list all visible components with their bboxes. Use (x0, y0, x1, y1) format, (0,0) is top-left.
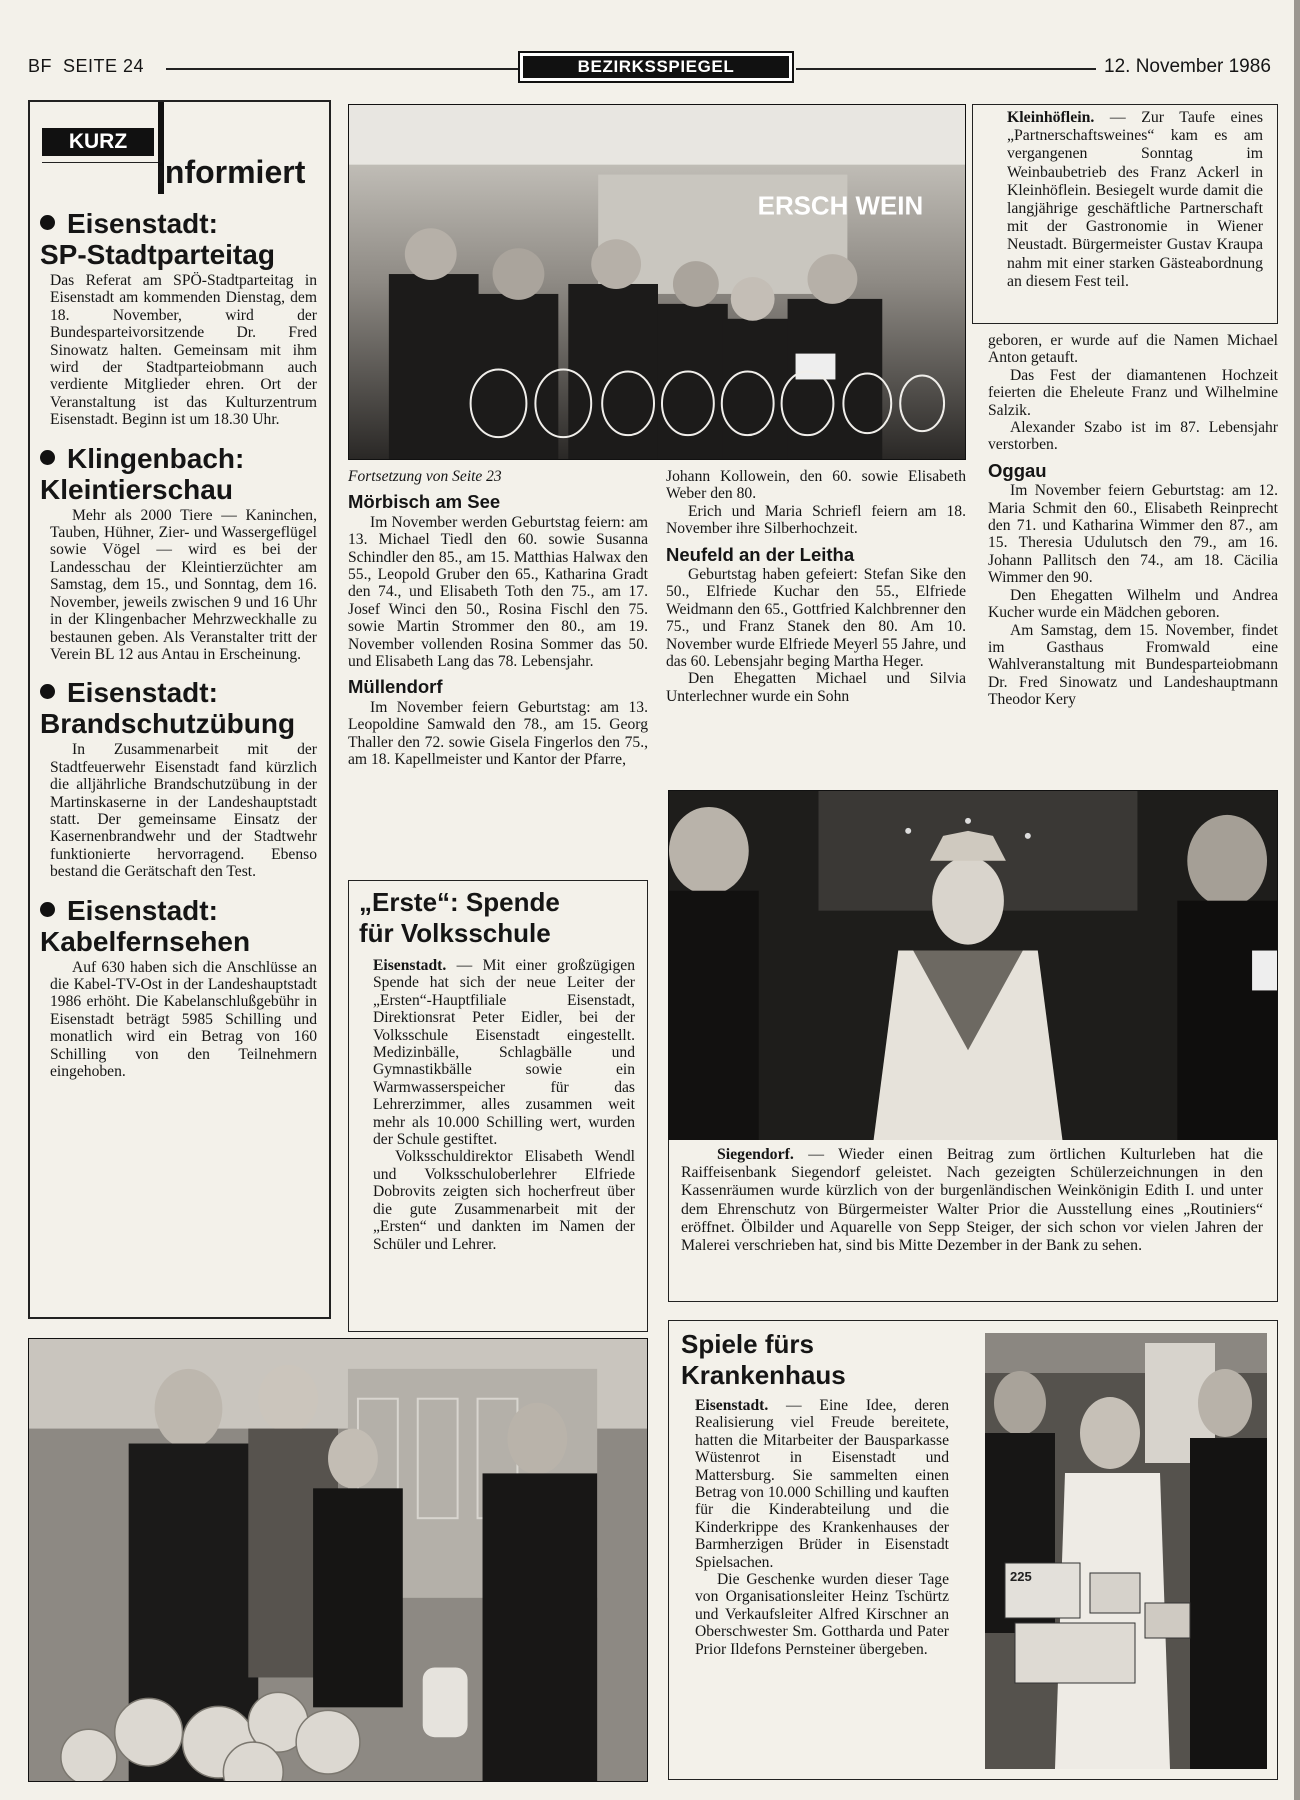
bullet-icon (40, 450, 55, 465)
continuation-column-1 (348, 468, 648, 769)
kurz-header-rule (42, 162, 158, 163)
kurz-item (40, 895, 317, 1081)
kurz-item (40, 677, 317, 880)
siegendorf-caption-box (668, 1140, 1278, 1302)
photo-sign-text: ERSCH WEIN (757, 192, 924, 221)
section-heading-muellendorf: Müllendorf (348, 676, 443, 698)
kurz-informiert-box (28, 100, 331, 1319)
section-heading-oggau: Oggau (988, 459, 1047, 481)
caption-text: — Wieder einen Beitrag zum örtlichen Kulturleben hat die Raiffeisenbank Siegendorf geleistet. Nach gezeigten Schülerzeichnungen in den Kassenräumen wurde kürzlich von der burgenländischen Weinkönigin Edith I. und unter dem Ehrenschutz von Bürgermeister Walter Prior die Ausstellung eines „Routiniers“ eröffnet. Ölbilder und Aquarelle von Sepp Steiger, der sich schon vor vielen Jahren der Malerei verschrieben hat, sind bis Mitte Dezember in der Bank zu sehen. (681, 1146, 1263, 1255)
article-title: „Erste“: Spende für Volksschule (359, 887, 560, 948)
caption-text: — Zur Taufe eines „Partnerschaftsweines“ kam es am vergangenen Sonntag im Weinbaubetrieb des Franz Ackerl in Kleinhöflein. Besiegelt wurde damit die langjährige geschäftliche Partnerschaft mit der Gastronomie in Wiener Neustadt. Bürgermeister Gustav Kraupa nahm mit einer starken Gästeabordnung an diesem Fest teil. (1007, 109, 1264, 290)
oggau-text: Im November feiern Geburtstag: am 12. Maria Schmit den 60., Elisabeth Reinprecht den 71. und Katharina Wimmer den 87., am 15. Theresia Udulutsch den 79., am 16. Johann Pallitsch den 74., am 18. Cäcilia Wimmer den 90. (988, 482, 1278, 587)
bullet-icon (40, 684, 55, 699)
kurz-badge: KURZ (42, 128, 154, 156)
kurz-item-text: In Zusammenarbeit mit der Stadtfeuerwehr Eisenstadt fand kürzlich die alljährliche Brandschutzübung in der Martinskaserne in der Landeshauptstadt statt. Der gemeinsame Einsatz der Kasernenbrandwehr und der Stadtwehr funktionierte hervorragend. Ebenso bestand die Gerätschaft den Test. (50, 741, 317, 881)
kurz-item-text: Mehr als 2000 Tiere — Kaninchen, Tauben, Hühner, Zier- und Wassergeflügel sowie Vögel — wird es bei der Landesschau der Kleintierzüchter am Samstag, dem 15., und Sonntag, dem 16. November, jeweils zwischen 9 und 16 Uhr in der Klingenbacher Mehrzweckhalle zu bestaunen geben. Als Veranstalter tritt der Verein BL 12 aus Antau in Erscheinung. (50, 506, 317, 663)
kurz-item-heading: Eisenstadt: Brandschutzübung (40, 677, 296, 740)
photo-wine-ceremony (348, 104, 966, 460)
article-text: Volksschuldirektor Elisabeth Wendl und Volksschuloberlehrer Elfriede Dobrovits zeigten sich hocherfreut über die gute Zusammenarbeit mit der „Ersten“ und dankten im Namen der Schüler und Lehrer. (373, 1148, 635, 1253)
article-place: Eisenstadt. (695, 1397, 769, 1414)
article-text: Die Geschenke wurden dieser Tage von Organisationsleiter Heinz Tschürtz und Verkaufsleiter Alfred Kirschner an Oberschwester Sm. Gottharda und Pater Prior Ildefons Pernsteiner übergeben. (695, 1571, 949, 1658)
header-rule-left (166, 68, 518, 70)
moerbisch-text: Im November werden Geburtstag feiern: am 13. Michael Tiedl den 60. sowie Susanna Schindler den 85., am 15. Matthias Halwax den 55., Leopold Gruber den 65., Katharina Gradt den 74., und Elisabeth Toth den 75., am 17. Josef Winci den 50., Rosina Fischl den 75. sowie Martin Strommer den 80., am 19. November vollenden Rosina Sommer das 50. und Elisabeth Lang das 78. Lebensjahr. (348, 513, 648, 671)
col2-paragraph: Johann Kollowein, den 60. sowie Elisabeth Weber den 80. (666, 468, 966, 503)
caption-place: Siegendorf. (717, 1146, 794, 1163)
kleinhoeflein-caption-box (972, 104, 1278, 324)
page-number: BF SEITE 24 (28, 56, 145, 76)
bullet-icon (40, 902, 55, 917)
article-text: — Mit einer großzügigen Spende hat sich der neue Leiter der „Ersten“-Hauptfiliale Eisenstadt, Direktionsrat Peter Eidler, bei der Volksschule Eisenstadt eingestellt. Medizinbälle, Schlagbälle und Gymnastikbälle sowie ein Warmwasserspeicher für das Lehrerzimmer, alles zusammen weit mehr als 10.000 Schilling wert, wurden der Schule gestiftet. (373, 957, 635, 1149)
oggau-text: Den Ehegatten Wilhelm und Andrea Kucher wurde ein Mädchen geboren. (988, 586, 1278, 622)
article-text: — Eine Idee, deren Realisierung viel Freude bereitete, hatten die Mitarbeiter der Bausparkasse Wüstenrot in Eisenstadt und Mattersburg. Sie sammelten einen Betrag von 10.000 Schilling und kauften für die Kinderabteilung und die Kinderkrippe des Krankenhauses der Barmherzigen Brüder in Eisenstadt Spielsachen. (695, 1397, 949, 1571)
continuation-column-2 (666, 468, 966, 705)
section-title: BEZIRKSSPIEGEL (523, 56, 789, 78)
col3-paragraph: geboren, er wurde auf die Namen Michael Anton getauft. (988, 332, 1278, 367)
continuation-column-3 (988, 332, 1278, 709)
photo-siegendorf (668, 790, 1278, 1142)
article-title: Spiele fürs Krankenhaus (681, 1329, 846, 1390)
kurz-item (40, 208, 317, 429)
section-banner (518, 51, 794, 83)
oggau-text: Am Samstag, dem 15. November, findet im Gasthaus Fromwald eine Wahlveranstaltung mit Bundesparteiobmann Dr. Fred Sinowatz und Landeshauptmann Theodor Kery (988, 621, 1278, 709)
col3-paragraph: Das Fest der diamantenen Hochzeit feierten die Eheleute Franz und Wilhelmine Salzik. (988, 366, 1278, 419)
header-rule-right (796, 68, 1096, 70)
muellendorf-text: Im November feiern Geburtstag: am 13. Leopoldine Samwald den 78., am 15. Georg Thaller den 72. sowie Gisela Fingerlos den 75., am 18. Kapellmeister und Kantor der Pfarre, (348, 698, 648, 769)
photo-erste-handover (28, 1338, 648, 1782)
kurz-item-heading: Eisenstadt: SP-Stadtparteitag (40, 208, 275, 270)
neufeld-text: Den Ehegatten Michael und Silvia Unterlechner wurde ein Sohn (666, 670, 966, 705)
col3-paragraph: Alexander Szabo ist im 87. Lebensjahr verstorben. (988, 419, 1278, 454)
photo-hospital-gifts (985, 1333, 1267, 1769)
erste-article-box (348, 880, 648, 1332)
kurz-item (40, 443, 317, 664)
caption-place: Kleinhöflein. (1007, 109, 1095, 126)
spiele-article-box (668, 1320, 1278, 1780)
section-heading-moerbisch: Mörbisch am See (348, 491, 501, 513)
neufeld-text: Geburtstag haben gefeiert: Stefan Sike den 50., Elfriede Kuchar den 55., Elfriede Weidmann den 65., Gottfried Kalchbrenner den 75., und Franz Stanek den 80. Am 10. November wurde Elfriede Meyerl 55 Jahre, und das 60. Lebensjahr beging Martha Heger. (666, 566, 966, 671)
kurz-item-text: Auf 630 haben sich die Anschlüsse an die Kabel-TV-Ost in der Landeshauptstadt 1986 erhöht. Die Kabelanschlußgebühr in Eisenstadt beträgt 5985 Schilling und monatlich wird ein Betrag von 160 Schilling von den Teilnehmern eingehoben. (50, 958, 317, 1080)
scan-edge (1294, 0, 1300, 1800)
kurz-item-heading: Eisenstadt: Kabelfernsehen (40, 894, 251, 957)
col2-paragraph: Erich und Maria Schriefl feiern am 18. November ihre Silberhochzeit. (666, 502, 966, 538)
kurz-title: informiert (156, 154, 306, 190)
kurz-item-heading: Klingenbach: Kleintierschau (40, 442, 245, 505)
bullet-icon (40, 215, 55, 230)
section-heading-neufeld: Neufeld an der Leitha (666, 543, 855, 565)
article-place: Eisenstadt. (373, 957, 447, 974)
continuation-label: Fortsetzung von Seite 23 (348, 468, 502, 485)
kurz-item-text: Das Referat am SPÖ-Stadtparteitag in Eisenstadt am kommenden Dienstag, dem 18. November, wird der Bundesparteivorsitzende Dr. Fred Sinowatz halten. Gemeinsam mit ihm wird der Stadtparteiobmann auch verdiente Mitglieder ehren. Ort der Veranstaltung ist das Kulturzentrum Eisenstadt. Beginn ist um 18.30 Uhr. (50, 272, 317, 429)
issue-date: 12. November 1986 (1104, 56, 1271, 77)
photo-box-label: 225 (1010, 1569, 1032, 1584)
